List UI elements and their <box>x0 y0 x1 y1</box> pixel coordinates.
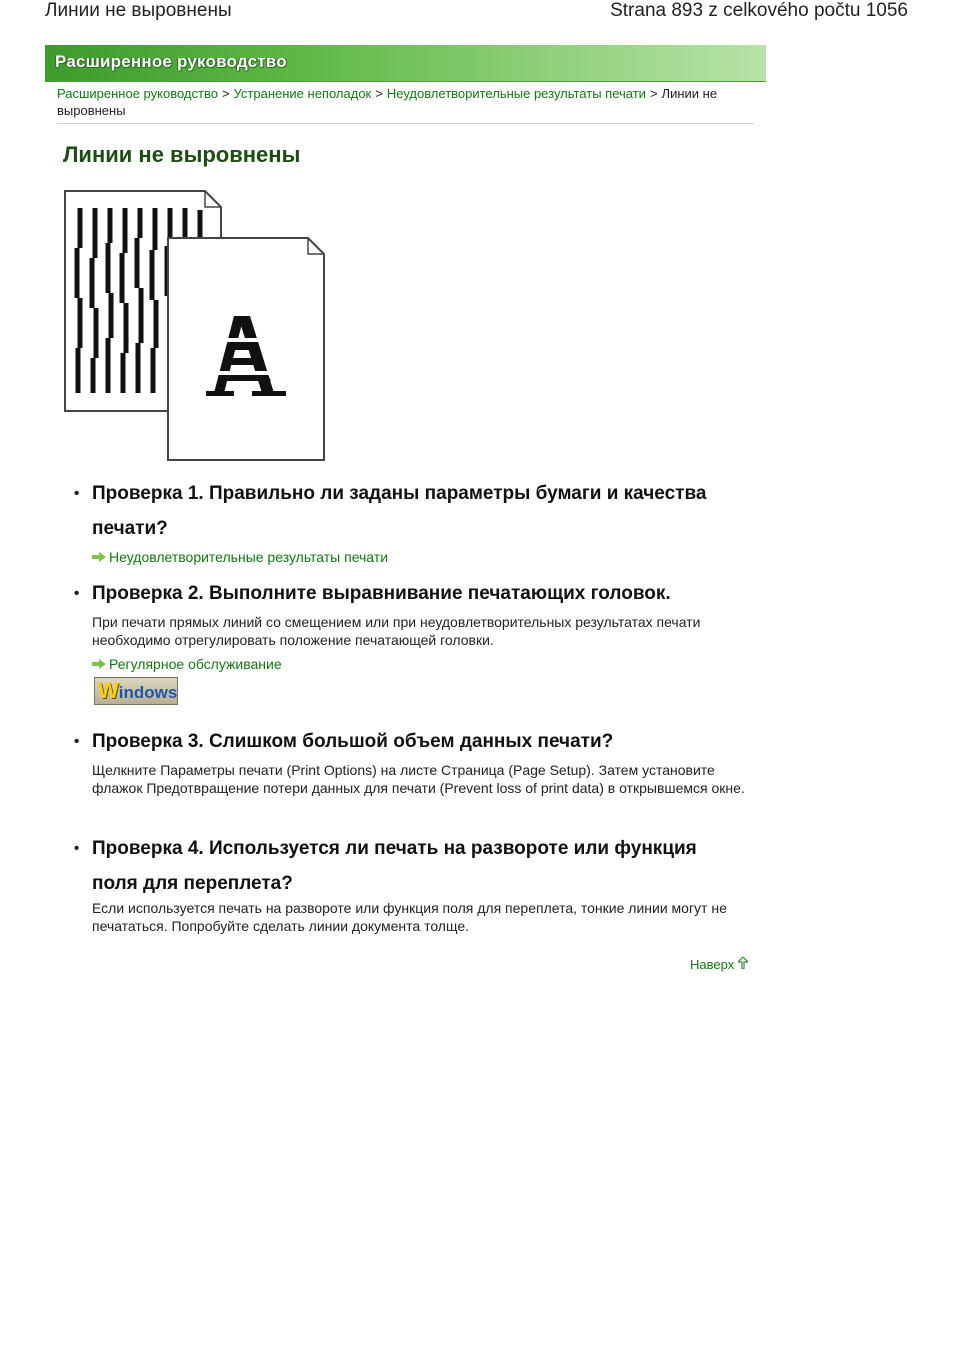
breadcrumb-separator: > <box>375 86 383 101</box>
bullet: • <box>74 485 80 502</box>
pdf-header-title: Линии не выровнены <box>45 0 232 21</box>
breadcrumb-link-manual[interactable]: Расширенное руководство <box>57 86 218 101</box>
section-link-row <box>92 655 754 673</box>
pdf-page-header <box>0 0 954 26</box>
green-arrow-icon <box>92 655 106 673</box>
section-link-row <box>92 548 754 566</box>
section-heading: Проверка 3. Слишком большой объем данных печати? <box>92 731 614 752</box>
misaligned-print-illustration <box>62 188 328 464</box>
section-heading: Проверка 1. Правильно ли заданы параметры бумаги и качества печати? <box>92 483 707 539</box>
manual-banner <box>45 45 766 82</box>
page-title: Линии не выровнены <box>63 142 301 167</box>
breadcrumb-link-unsatisfactory-results[interactable]: Неудовлетворительные результаты печати <box>386 86 646 101</box>
breadcrumb-current: Линии не выровнены <box>57 86 718 118</box>
check-section-3 <box>74 724 754 797</box>
link-unsatisfactory-results[interactable]: Неудовлетворительные результаты печати <box>109 549 389 565</box>
breadcrumb-separator: > <box>221 86 230 101</box>
link-routine-maintenance[interactable]: Регулярное обслуживание <box>109 656 282 672</box>
windows-badge <box>94 677 178 705</box>
breadcrumb-divider <box>57 123 754 124</box>
section-text: Если используется печать на развороте или функция поля для переплета, тонкие линии могут не печататься. Попробуйте сделать линии документа толще. <box>92 900 727 934</box>
check-section-4 <box>74 831 754 935</box>
bullet: • <box>74 585 80 602</box>
banner-title: Расширенное руководство <box>55 52 287 71</box>
up-arrow-icon <box>738 957 748 972</box>
windows-badge-label: Windows <box>98 678 178 703</box>
breadcrumb-separator: > <box>649 86 658 101</box>
section-text: При печати прямых линий со смещением или при неудовлетворительных результатах печати необходимо отрегулировать положение печатающей головки. <box>92 614 701 648</box>
check-section-2 <box>74 576 754 705</box>
green-arrow-icon <box>92 548 106 566</box>
pdf-page-counter: Strana 893 z celkového počtu 1056 <box>610 0 908 21</box>
misaligned-print-icon <box>62 188 328 464</box>
section-text: Щелкните Параметры печати (Print Options) на листе Страница (Page Setup). Затем установите флажок Предотвращение потери данных для печати (Prevent loss of print data) в открывшемся окне. <box>92 762 745 796</box>
section-heading: Проверка 2. Выполните выравнивание печатающих головок. <box>92 583 671 604</box>
back-to-top-label: Наверх <box>690 957 735 972</box>
back-to-top-link[interactable] <box>690 957 748 972</box>
section-heading: Проверка 4. Используется ли печать на развороте или функция поля для переплета? <box>92 838 697 894</box>
breadcrumb-link-troubleshooting[interactable]: Устранение неполадок <box>233 86 372 101</box>
check-section-1 <box>74 476 754 566</box>
bullet: • <box>74 733 80 750</box>
breadcrumb <box>57 85 747 119</box>
bullet: • <box>74 840 80 857</box>
